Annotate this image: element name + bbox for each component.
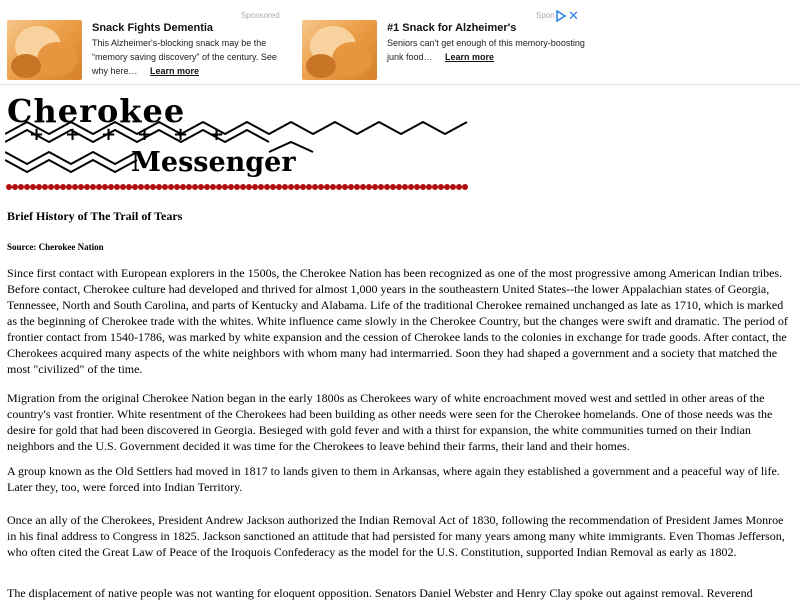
ad-title[interactable]: #1 Snack for Alzheimer's [387, 22, 517, 34]
bead [54, 184, 60, 190]
bead [300, 184, 306, 190]
bead [402, 184, 408, 190]
bead [156, 184, 162, 190]
bead [444, 184, 450, 190]
close-ad-icon[interactable]: ✕ [568, 8, 579, 23]
bead [414, 184, 420, 190]
bead [24, 184, 30, 190]
bead [168, 184, 174, 190]
bead [354, 184, 360, 190]
logo-cross: + [173, 124, 189, 145]
bead [42, 184, 48, 190]
bead [324, 184, 330, 190]
bead [462, 184, 468, 190]
bead [144, 184, 150, 190]
bead [360, 184, 366, 190]
article-paragraph: Once an ally of the Cherokees, President Andrew Jackson authorized the Indian Removal Act of 1830, following the recommendation of President James Monroe in his final address to Congress in 1825. Jackson sanctioned an attitude that had persisted for many years among many white immigrants. Even Thomas Jefferson, who often cited the Great Law of Peace of the Iroquois Confederacy as the model for the U.S. Constitution, supported Indian Removal as early as 1802. [7, 513, 785, 559]
bead [426, 184, 432, 190]
bead [96, 184, 102, 190]
bead [420, 184, 426, 190]
bead [294, 184, 300, 190]
bead [264, 184, 270, 190]
bead [222, 184, 228, 190]
bead [234, 184, 240, 190]
ad-body [387, 36, 587, 64]
ad-image[interactable] [302, 20, 377, 80]
ad-title[interactable]: Snack Fights Dementia [92, 22, 214, 34]
bead [84, 184, 90, 190]
bead [126, 184, 132, 190]
bead [246, 184, 252, 190]
bead [228, 184, 234, 190]
sponsored-label: Sponsored [241, 11, 280, 20]
bead [258, 184, 264, 190]
logo-cross: + [137, 124, 153, 145]
bead [348, 184, 354, 190]
bead [396, 184, 402, 190]
bead [270, 184, 276, 190]
bead [12, 184, 18, 190]
bead [210, 184, 216, 190]
bead [378, 184, 384, 190]
bead [138, 184, 144, 190]
bead [288, 184, 294, 190]
bead [312, 184, 318, 190]
bead [450, 184, 456, 190]
article-paragraph: Migration from the original Cherokee Nation began in the early 1800s as Cherokees wary of white encroachment moved west and settled in other areas of the country's vast frontier. White resentment of the Cherokees had been building as other needs were seen for the Cherokee homelands. One of those needs was the desire for gold that had been discovered in Georgia. Besieged with gold fever and with a thirst for expansion, the white communities turned on their Indian neighbors and the U.S. Government decided it was time for the Cherokees to leave behind their farms, their land and their homes. [7, 391, 773, 453]
logo-crosses [5, 92, 471, 192]
bead [120, 184, 126, 190]
bead [408, 184, 414, 190]
bead [66, 184, 72, 190]
bead [240, 184, 246, 190]
bead [78, 184, 84, 190]
logo-cross: + [101, 124, 117, 145]
article-paragraph: The displacement of native people was not wanting for eloquent opposition. Senators Daniel Webster and Henry Clay spoke out against removal. Reverend [7, 586, 753, 600]
logo-cross: + [209, 124, 225, 145]
adchoices-icon[interactable] [555, 10, 567, 22]
bead [192, 184, 198, 190]
logo-subtitle: Messenger [131, 147, 296, 178]
bead [186, 184, 192, 190]
bead [282, 184, 288, 190]
logo-title: Cherokee [7, 92, 186, 130]
learn-more-link[interactable]: Learn more [150, 66, 200, 76]
bead [6, 184, 12, 190]
ad-image[interactable] [7, 20, 82, 80]
bead [150, 184, 156, 190]
bead [330, 184, 336, 190]
bead [216, 184, 222, 190]
bead [132, 184, 138, 190]
bead [456, 184, 462, 190]
bead [36, 184, 42, 190]
bead [18, 184, 24, 190]
bead [90, 184, 96, 190]
bead [30, 184, 36, 190]
logo-cross: + [65, 124, 81, 145]
article-paragraph: Since first contact with European explorers in the 1500s, the Cherokee Nation has been recognized as one of the most progressive among American Indian tribes. Before contact, Cherokee culture had developed and thrived for almost 1,000 years in the southeastern United States--the lower Appalachian states of Georgia, Tennessee, North and South Carolina, and parts of Kentucky and Alabama. Life of the traditional Cherokee remained unchanged as late as 1710, which is marked as the beginning of Cherokee trade with the whites. White influence came slowly in the Cherokee Country, but the changes were swift and dramatic. The period of frontier contact from 1540-1786, was marked by white expansion and the cession of Cherokee lands to the colonies in exchange for trade goods. After contact, the Cherokees acquired many aspects of the white neighbors with whom many had intermarried. Soon they had shaped a government and a society that matched the most "civilized" of the time. [7, 266, 788, 376]
cherokee-messenger-logo [5, 92, 471, 192]
ad-body [92, 36, 292, 78]
ad-snack-for-alzheimers[interactable] [302, 10, 587, 82]
bead [48, 184, 54, 190]
ad-snack-fights-dementia[interactable] [7, 10, 292, 82]
bead [204, 184, 210, 190]
bead [384, 184, 390, 190]
bead [366, 184, 372, 190]
bead [336, 184, 342, 190]
learn-more-link[interactable]: Learn more [445, 52, 495, 62]
bead [306, 184, 312, 190]
logo-cross: + [29, 124, 45, 145]
ad-banner [0, 0, 800, 85]
bead [372, 184, 378, 190]
bead [114, 184, 120, 190]
bead [252, 184, 258, 190]
bead [198, 184, 204, 190]
article-paragraph: A group known as the Old Settlers had moved in 1817 to lands given to them in Arkansas, where again they established a government and a peaceful way of life. Later they, too, were forced into Indian Territory. [7, 464, 780, 494]
article-heading: Brief History of The Trail of Tears [7, 209, 183, 223]
bead-divider [5, 183, 471, 191]
bead [438, 184, 444, 190]
bead [432, 184, 438, 190]
bead [162, 184, 168, 190]
bead [318, 184, 324, 190]
bead [108, 184, 114, 190]
bead [390, 184, 396, 190]
bead [276, 184, 282, 190]
article-source: Source: Cherokee Nation [7, 242, 104, 252]
ad-body-text: This Alzheimer's-blocking snack may be the “memory saving discovery” of the century. See why here… [92, 38, 277, 76]
bead [72, 184, 78, 190]
sponsored-label: Spon [536, 11, 555, 20]
bead [342, 184, 348, 190]
ad-body-text: Seniors can't get enough of this memory-boosting junk food… [387, 38, 585, 62]
bead [102, 184, 108, 190]
bead [174, 184, 180, 190]
bead [180, 184, 186, 190]
bead [60, 184, 66, 190]
